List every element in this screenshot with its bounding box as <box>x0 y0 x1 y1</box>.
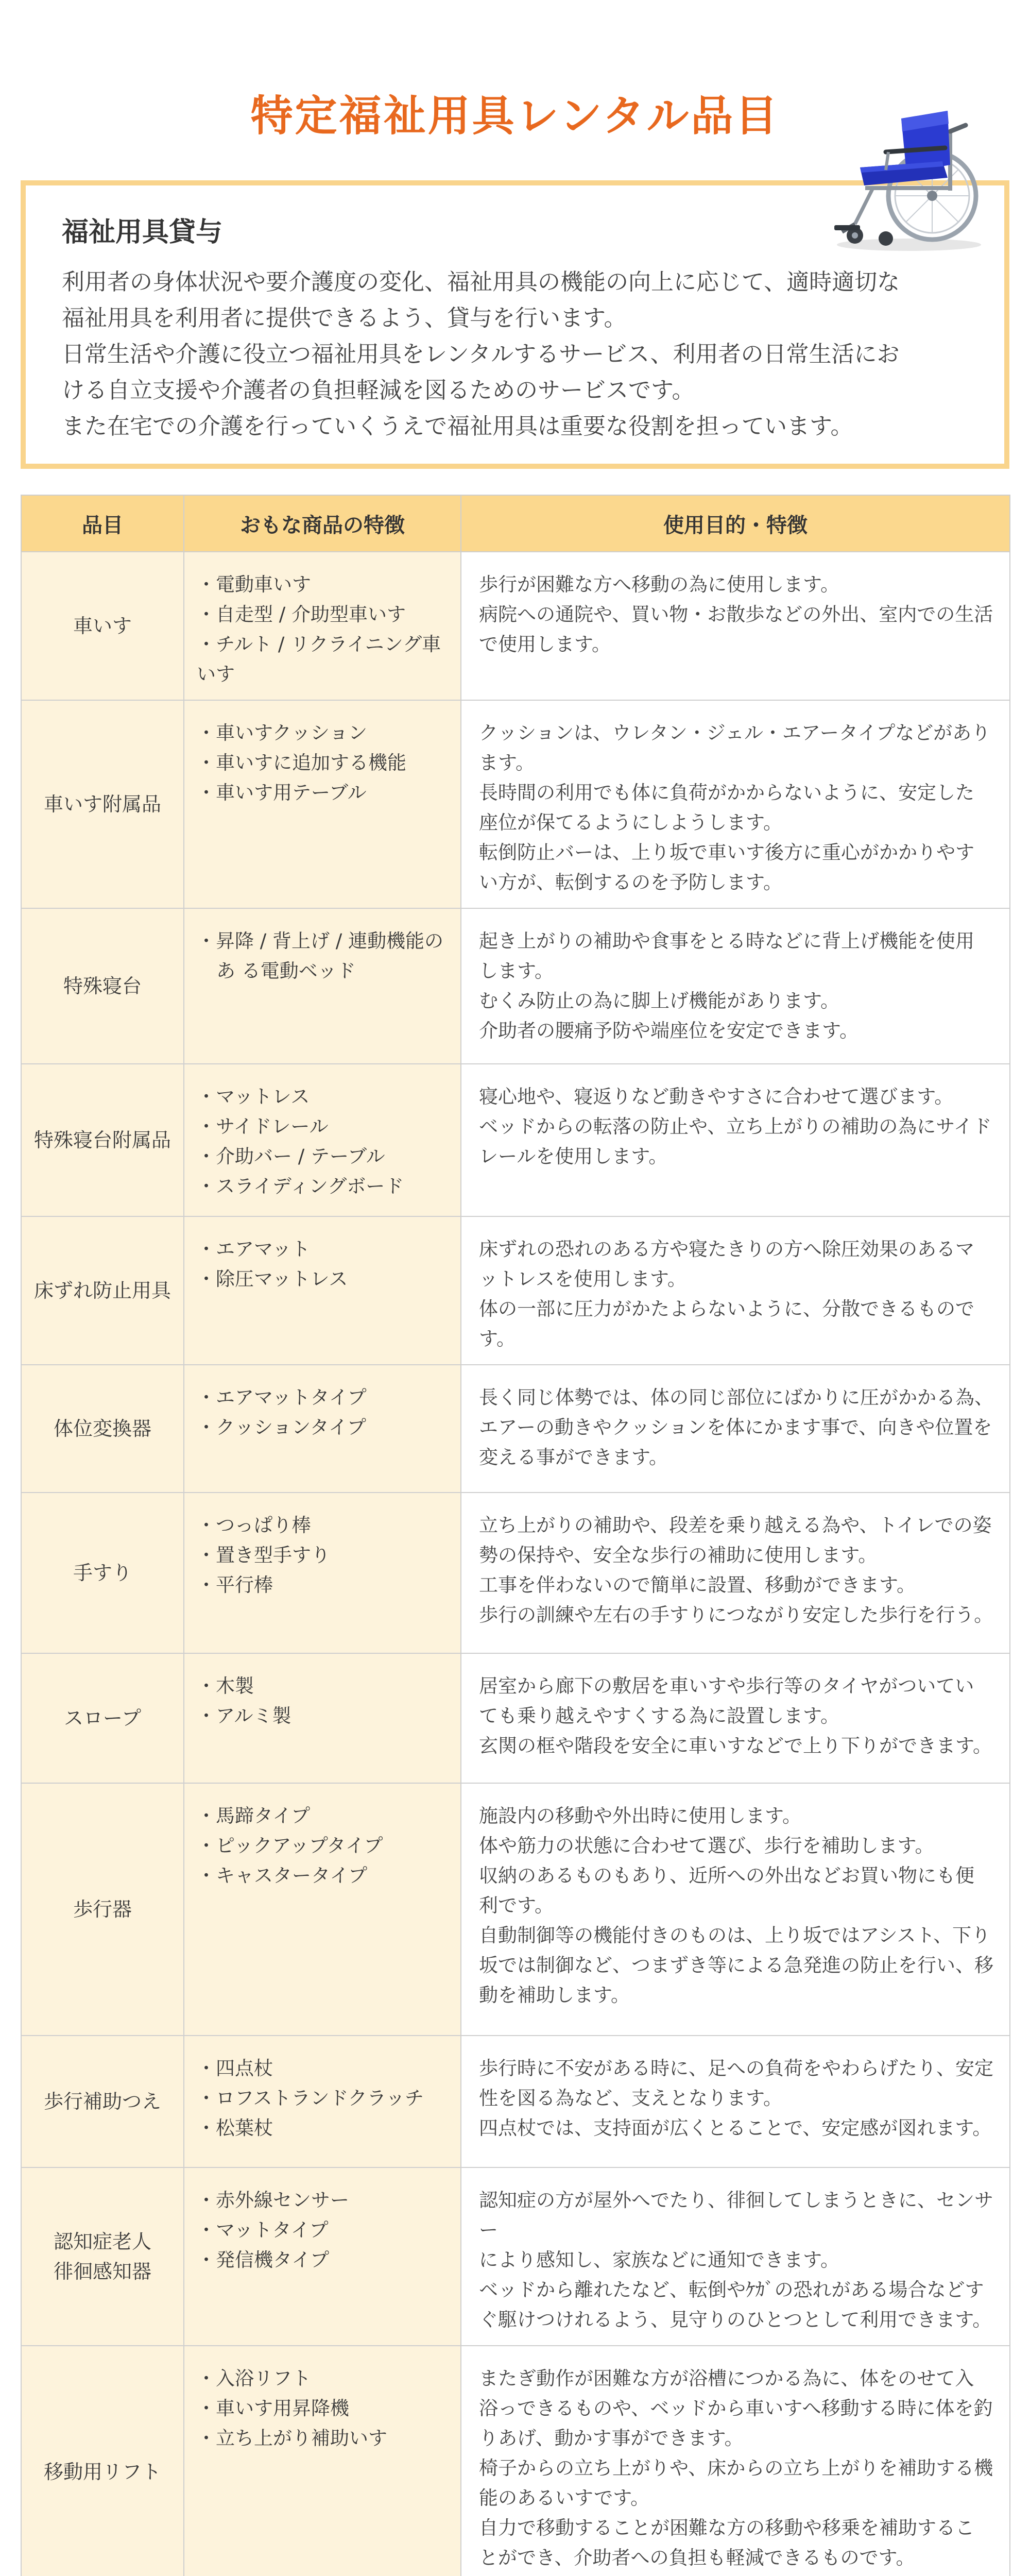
purpose-line: とができ、介助者への負担も軽減できるものです。 <box>479 2547 915 2569</box>
purpose-line: ベッドからの転落の防止や、立ち上がりの補助の為にサイド <box>479 1115 992 1138</box>
cell-features <box>184 700 461 908</box>
purpose-line: 居室から廊下の敷居を車いすや歩行等のタイヤがついてい <box>479 1675 974 1697</box>
purpose-line: 勢の保持や、安全な歩行の補助に使用します。 <box>479 1544 878 1566</box>
purpose-line: 施設内の移動や外出時に使用します。 <box>479 1805 802 1827</box>
feature-line: ・クッションタイプ <box>197 1416 366 1438</box>
feature-line: ・自走型 / 介助型車いす <box>197 603 406 625</box>
feature-line: ・エアマットタイプ <box>197 1386 367 1409</box>
table-row <box>21 1216 1010 1365</box>
cell-features <box>184 1493 461 1653</box>
header-features: おもな商品の特徴 <box>184 495 461 552</box>
purpose-line: またぎ動作が困難な方が浴槽につかる為に、体をのせて入 <box>479 2367 974 2389</box>
intro-line: 利用者の身体状況や要介護度の変化、福祉用具の機能の向上に応じて、適時適切な <box>62 269 900 295</box>
cell-purpose <box>461 1783 1010 2036</box>
table-row <box>21 1783 1010 2036</box>
cell-item <box>21 700 184 908</box>
purpose-line: 歩行時に不安がある時に、足への負荷をやわらげたり、安定 <box>479 2057 993 2079</box>
table-row <box>21 552 1010 700</box>
feature-line: ・入浴リフト <box>197 2367 311 2389</box>
feature-line: ・エアマット <box>197 1238 311 1260</box>
purpose-line: 病院への通院や、買い物・お散歩などの外出、室内での生活 <box>479 603 993 625</box>
cell-item <box>21 2167 184 2346</box>
item-name-line: 車いす附属品 <box>43 793 161 816</box>
table-body <box>21 552 1010 2576</box>
item-name-line: 歩行器 <box>73 1898 132 1921</box>
purpose-line: 介助者の腰痛予防や端座位を安定できます。 <box>479 1020 859 1042</box>
feature-line: ・マットタイプ <box>197 2219 329 2241</box>
purpose-line: 工事を伴わないので簡単に設置、移動ができます。 <box>479 1574 916 1596</box>
purpose-line: 変える事ができます。 <box>479 1446 668 1468</box>
table-header-row <box>21 495 1010 552</box>
feature-line: ・ロフストランドクラッチ <box>197 2087 424 2109</box>
table-row <box>21 1365 1010 1493</box>
feature-line: ・ピックアップタイプ <box>197 1835 383 1857</box>
purpose-line: 自力で移動することが困難な方の移動や移乗を補助するこ <box>479 2517 974 2539</box>
feature-line: ・平行棒 <box>197 1574 273 1596</box>
purpose-line: 収納のあるものもあり、近所への外出などお買い物にも便 <box>479 1865 974 1887</box>
purpose-line: むくみ防止の為に脚上げ機能があります。 <box>479 990 840 1012</box>
purpose-line: 自動制御等の機能付きのものは、上り坂ではアシスト、下り <box>479 1924 991 1946</box>
purpose-line: 寝心地や、寝返りなど動きやすさに合わせて選びます。 <box>479 1086 954 1108</box>
purpose-line: 四点杖では、支持面が広くとることで、安定感が図れます。 <box>479 2117 992 2139</box>
feature-line: ・立ち上がり補助いす <box>197 2427 387 2449</box>
intro-line: 日常生活や介護に役立つ福祉用具をレンタルするサービス、利用者の日常生活にお <box>62 341 900 367</box>
feature-line: ・除圧マットレス <box>197 1268 348 1290</box>
feature-line: ・スライディングボード <box>197 1175 404 1197</box>
purpose-line: 浴っできるものや、ベッドから車いすへ移動する時に体を釣 <box>479 2397 993 2419</box>
table-row <box>21 700 1010 908</box>
purpose-line: します。 <box>479 960 554 982</box>
feature-line: ・チルト / リクライニング車いす <box>197 633 441 685</box>
item-name-line: 徘徊感知器 <box>53 2260 151 2283</box>
cell-item <box>21 2036 184 2167</box>
feature-line: ・つっぱり棒 <box>197 1514 311 1536</box>
item-name-line: 特殊寝台附属品 <box>33 1129 171 1151</box>
feature-line: ・サイドレール <box>197 1115 329 1138</box>
feature-line: ・置き型手すり <box>197 1544 330 1566</box>
cell-item <box>21 2346 184 2576</box>
purpose-line: 坂では制御など、つまずき等による急発進の防止を行い、移 <box>479 1954 993 1976</box>
purpose-line: 座位が保てるようにしようします。 <box>479 811 783 834</box>
cell-purpose <box>461 1365 1010 1493</box>
table-row <box>21 2167 1010 2346</box>
feature-line: ・発信機タイプ <box>197 2249 330 2271</box>
feature-line: ・赤外線センサー <box>197 2189 349 2211</box>
cell-purpose <box>461 908 1010 1064</box>
feature-line: あ る電動ベッド <box>216 960 356 982</box>
purpose-line: エアーの動きやクッションを体にかます事で、向きや位置を <box>479 1416 992 1438</box>
purpose-line: 体や筋力の状態に合わせて選び、歩行を補助します。 <box>479 1835 934 1857</box>
purpose-line: ベッドから離れたなど、転倒やｹｶﾞの恐れがある場合などす <box>479 2279 984 2301</box>
feature-line: ・マットレス <box>197 1086 310 1108</box>
item-name-line: スロープ <box>63 1707 142 1730</box>
feature-line: ・車いす用昇降機 <box>197 2397 349 2419</box>
cell-purpose <box>461 2036 1010 2167</box>
cell-purpose <box>461 1493 1010 1653</box>
page-title: 特定福祉用具レンタル品目 <box>250 92 780 141</box>
purpose-line: 長く同じ体勢では、体の同じ部位にばかりに圧がかかる為、 <box>479 1386 993 1409</box>
feature-line: ・松葉杖 <box>197 2117 273 2139</box>
purpose-line: 椅子からの立ち上がりや、床からの立ち上がりを補助する機 <box>479 2457 993 2479</box>
item-name-line: 床ずれ防止用具 <box>33 1279 171 1302</box>
purpose-line: 玄関の框や階段を安全に車いすなどで上り下りができます。 <box>479 1735 992 1757</box>
feature-line: ・車いす用テーブル <box>197 782 367 804</box>
cell-features <box>184 1365 461 1493</box>
cell-purpose <box>461 1653 1010 1783</box>
table-row <box>21 908 1010 1064</box>
table-row <box>21 2346 1010 2576</box>
purpose-line: 長時間の利用でも体に負荷がかからないように、安定した <box>479 782 974 804</box>
cell-purpose <box>461 552 1010 700</box>
cell-item <box>21 1653 184 1783</box>
cell-item <box>21 552 184 700</box>
purpose-line: 歩行が困難な方へ移動の為に使用します。 <box>479 573 840 596</box>
table-row <box>21 2036 1010 2167</box>
item-name-line: 車いす <box>73 615 132 637</box>
table-row <box>21 1653 1010 1783</box>
cell-features <box>184 1783 461 2036</box>
purpose-line: クッションは、ウレタン・ジェル・エアータイプなどがあります。 <box>479 722 991 774</box>
purpose-line: 歩行の訓練や左右の手すりにつながり安定した歩行を行う。 <box>479 1604 993 1626</box>
cell-item <box>21 1493 184 1653</box>
cell-features <box>184 552 461 700</box>
item-name-line: 体位変換器 <box>53 1417 151 1440</box>
purpose-line: ットレスを使用します。 <box>479 1268 686 1290</box>
purpose-line: 動を補助します。 <box>479 1984 630 2006</box>
feature-line: ・四点杖 <box>197 2057 273 2079</box>
cell-features <box>184 1216 461 1365</box>
item-name-line: 手すり <box>73 1562 132 1584</box>
purpose-line: 立ち上がりの補助や、段差を乗り越える為や、トイレでの姿 <box>479 1514 992 1536</box>
cell-purpose <box>461 2167 1010 2346</box>
purpose-line: りあげ、動かす事ができます。 <box>479 2427 744 2449</box>
cell-purpose <box>461 700 1010 908</box>
cell-features <box>184 1064 461 1216</box>
rental-items-table-wrap <box>21 495 1009 2576</box>
purpose-line: レールを使用します。 <box>479 1145 668 1167</box>
item-name-line: 認知症老人 <box>53 2230 151 2253</box>
feature-line: ・木製 <box>197 1675 254 1697</box>
header-purpose: 使用目的・特徴 <box>461 495 1010 552</box>
purpose-line: い方が、転倒するのを予防します。 <box>479 871 783 893</box>
purpose-line: 利です。 <box>479 1894 554 1917</box>
feature-line: ・車いすクッション <box>197 722 368 744</box>
feature-line: ・車いすに追加する機能 <box>197 752 406 774</box>
purpose-line: 認知症の方が屋外へでたり、徘徊してしまうときに、センサー <box>479 2189 993 2241</box>
feature-line: ・介助バー / テーブル <box>197 1145 385 1167</box>
intro-text <box>62 264 968 445</box>
purpose-line: 性を図る為など、支えとなります。 <box>479 2087 783 2109</box>
cell-item <box>21 1365 184 1493</box>
cell-purpose <box>461 1216 1010 1365</box>
intro-heading: 福祉用具貸与 <box>62 217 223 248</box>
purpose-line: ぐ駆けつけれるよう、見守りのひとつとして利用できます。 <box>479 2309 992 2331</box>
item-name-line: 歩行補助つえ <box>43 2090 161 2113</box>
feature-line: ・昇降 / 背上げ / 連動機能の <box>197 930 443 952</box>
wheelchair-image <box>824 100 989 255</box>
feature-line: ・キャスタータイプ <box>197 1865 368 1887</box>
purpose-line: で使用します。 <box>479 633 611 655</box>
feature-line: ・アルミ製 <box>197 1705 291 1727</box>
cell-features <box>184 2346 461 2576</box>
cell-item <box>21 908 184 1064</box>
purpose-line: 体の一部に圧力がかたよらないように、分散できるものです。 <box>479 1298 974 1350</box>
cell-features <box>184 1653 461 1783</box>
purpose-line: 転倒防止バーは、上り坂で車いす後方に重心がかかりやす <box>479 841 974 863</box>
purpose-line: ても乗り越えやすくする為に設置します。 <box>479 1705 840 1727</box>
cell-purpose <box>461 1064 1010 1216</box>
cell-features <box>184 2167 461 2346</box>
purpose-line: 床ずれの恐れのある方や寝たきりの方へ除圧効果のあるマ <box>479 1238 974 1260</box>
item-name-line: 移動用リフト <box>43 2461 161 2483</box>
purpose-line: により感知し、家族などに通知できます。 <box>479 2249 840 2271</box>
item-name-line: 特殊寝台 <box>63 975 142 997</box>
intro-line: また在宅での介護を行っていくうえで福祉用具は重要な役割を担っています。 <box>62 413 853 439</box>
purpose-line: 能のあるいすです。 <box>479 2487 650 2509</box>
feature-line: ・馬蹄タイプ <box>197 1805 311 1827</box>
table-row <box>21 1493 1010 1653</box>
cell-features <box>184 2036 461 2167</box>
rental-items-table <box>21 495 1010 2576</box>
cell-item <box>21 1216 184 1365</box>
purpose-line: 起き上がりの補助や食事をとる時などに背上げ機能を使用 <box>479 930 974 952</box>
header-item: 品目 <box>21 495 184 552</box>
cell-features <box>184 908 461 1064</box>
intro-line: ける自立支援や介護者の負担軽減を図るためのサービスです。 <box>62 377 695 403</box>
feature-line: ・電動車いす <box>197 573 311 596</box>
cell-item <box>21 1064 184 1216</box>
table-row <box>21 1064 1010 1216</box>
intro-line: 福祉用具を利用者に提供できるよう、貸与を行います。 <box>62 305 627 331</box>
cell-purpose <box>461 2346 1010 2576</box>
cell-item <box>21 1783 184 2036</box>
